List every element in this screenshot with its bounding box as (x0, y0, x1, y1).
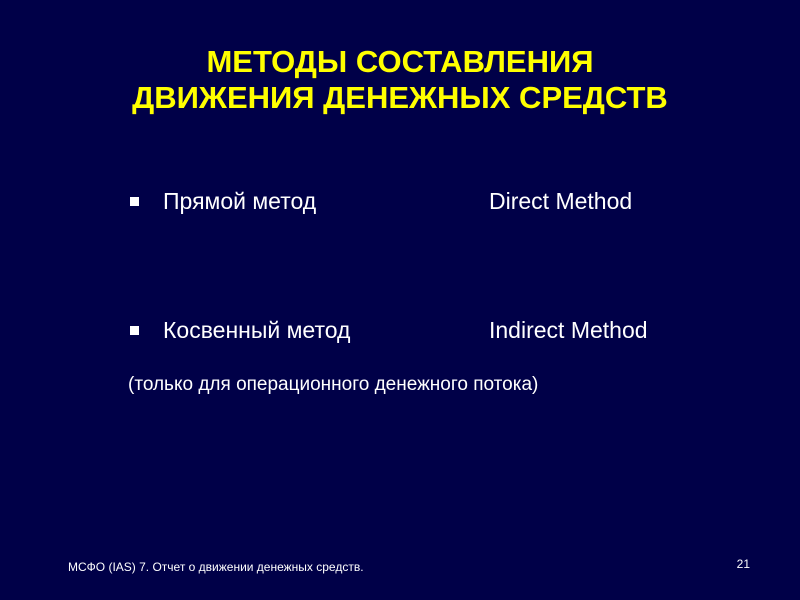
square-bullet-icon (130, 326, 139, 335)
method-name-ru: Косвенный метод (163, 317, 351, 343)
scope-note: (только для операционного денежного потока) (128, 374, 539, 395)
square-bullet-icon (130, 197, 139, 206)
slide-title (0, 44, 800, 116)
list-item-direct-method (130, 186, 750, 218)
title-line-1: МЕТОДЫ СОСТАВЛЕНИЯ (206, 44, 594, 79)
page-number: 21 (736, 557, 750, 571)
list-item-indirect-method (130, 315, 750, 347)
method-name-en: Indirect Method (489, 317, 648, 343)
title-line-2: ДВИЖЕНИЯ ДЕНЕЖНЫХ СРЕДСТВ (132, 80, 668, 115)
method-name-ru: Прямой метод (163, 188, 317, 214)
method-name-en: Direct Method (489, 188, 633, 214)
footer-caption: МСФО (IAS) 7. Отчет о движении денежных средств. (68, 560, 364, 574)
